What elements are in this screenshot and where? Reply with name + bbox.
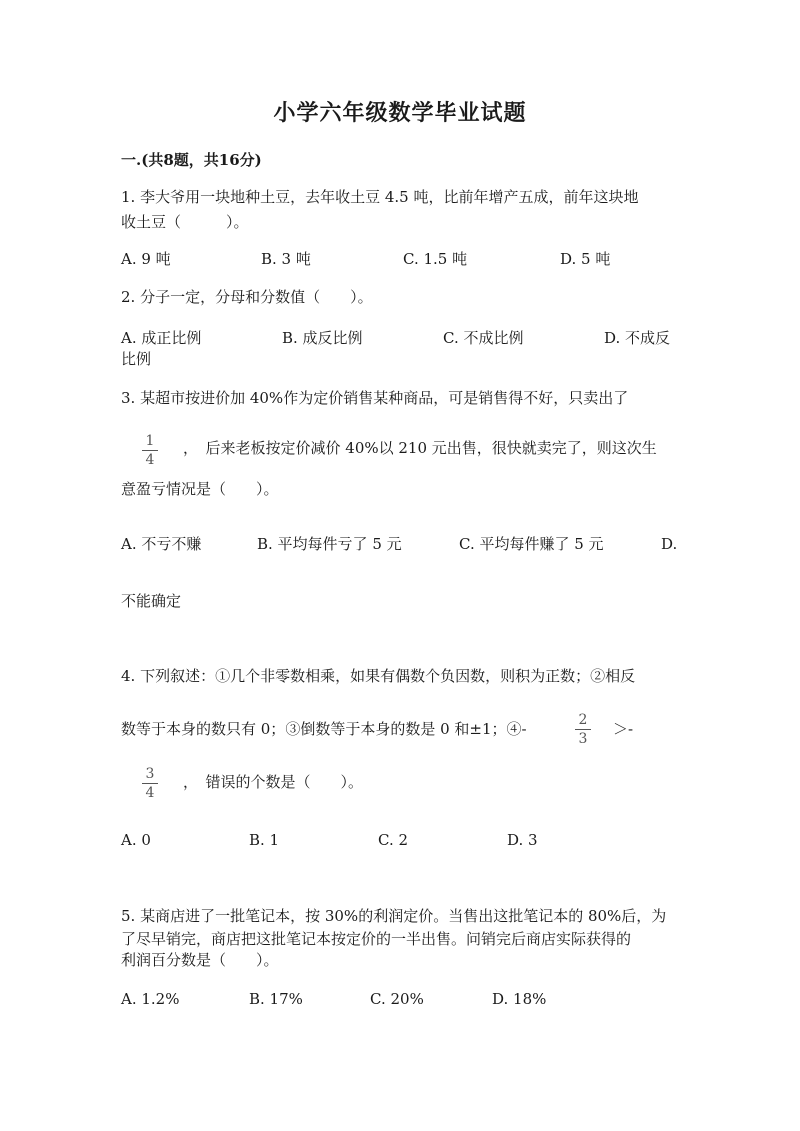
- q4-stem-line1: 4. 下列叙述：①几个非零数相乘，如果有偶数个负因数，则积为正数；②相反: [121, 667, 636, 685]
- q3-option-d: D.: [661, 535, 678, 553]
- q5-option-b: B. 17%: [249, 990, 303, 1008]
- exam-title: 小学六年级数学毕业试题: [273, 100, 527, 126]
- q1-option-b: B. 3 吨: [261, 250, 311, 268]
- q3-option-a: A. 不亏不赚: [121, 535, 202, 553]
- q2-option-d-wrap: 比例: [121, 350, 152, 368]
- fraction-denominator: 4: [145, 785, 155, 801]
- q2-option-d: D. 不成反: [604, 329, 671, 347]
- q5-option-a: A. 1.2%: [121, 990, 180, 1008]
- section-heading: 一.(共8题，共16分): [121, 151, 262, 169]
- q3-stem-line2: ， 后来老板按定价减价 40%以 210 元出售，很快就卖完了，则这次生: [183, 439, 657, 457]
- q2-option-a: A. 成正比例: [121, 329, 202, 347]
- q4-stem-line3: ， 错误的个数是（ ）。: [183, 773, 364, 791]
- q2-stem: 2. 分子一定，分母和分数值（ ）。: [121, 288, 373, 306]
- q5-option-d: D. 18%: [492, 990, 547, 1008]
- fraction-numerator: 3: [145, 766, 155, 782]
- fraction-bar: [142, 450, 158, 451]
- q1-stem-line2: 收土豆（ ）。: [121, 213, 249, 231]
- q5-stem-line2: 了尽早销完，商店把这批笔记本按定价的一半出售。问销完后商店实际获得的: [121, 930, 632, 948]
- q4-option-c: C. 2: [378, 831, 409, 849]
- q1-option-c: C. 1.5 吨: [403, 250, 468, 268]
- q4-option-d: D. 3: [507, 831, 538, 849]
- fraction-bar: [142, 783, 158, 784]
- q4-comparison: ＞-: [613, 720, 634, 738]
- q4-fraction-three-quarters: [140, 766, 160, 801]
- fraction-denominator: 4: [145, 452, 155, 468]
- fraction-bar: [575, 729, 591, 730]
- q3-option-c: C. 平均每件赚了 5 元: [459, 535, 604, 553]
- q1-stem-line1: 1. 李大爷用一块地种土豆，去年收土豆 4.5 吨，比前年增产五成，前年这块地: [121, 188, 639, 206]
- q3-stem-line1: 3. 某超市按进价加 40%作为定价销售某种商品，可是销售得不好，只卖出了: [121, 389, 629, 407]
- q3-fraction-one-quarter: [140, 433, 160, 468]
- q3-stem-line3: 意盈亏情况是（ ）。: [121, 480, 279, 498]
- q5-option-c: C. 20%: [370, 990, 424, 1008]
- q4-fraction-two-thirds: [573, 712, 593, 747]
- q1-option-a: A. 9 吨: [121, 250, 171, 268]
- q3-option-b: B. 平均每件亏了 5 元: [257, 535, 402, 553]
- fraction-numerator: 2: [578, 712, 588, 728]
- q5-stem-line1: 5. 某商店进了一批笔记本，按 30%的利润定价。当售出这批笔记本的 80%后，为: [121, 907, 667, 925]
- q3-option-d-wrap: 不能确定: [121, 592, 182, 610]
- q2-option-b: B. 成反比例: [282, 329, 363, 347]
- q4-option-b: B. 1: [249, 831, 280, 849]
- q4-stem-line2: 数等于本身的数只有 0；③倒数等于本身的数是 0 和±1；④-: [121, 720, 527, 738]
- q4-option-a: A. 0: [121, 831, 151, 849]
- q5-stem-line3: 利润百分数是（ ）。: [121, 951, 279, 969]
- q2-option-c: C. 不成比例: [443, 329, 524, 347]
- fraction-numerator: 1: [145, 433, 155, 449]
- fraction-denominator: 3: [578, 731, 588, 747]
- q1-option-d: D. 5 吨: [560, 250, 611, 268]
